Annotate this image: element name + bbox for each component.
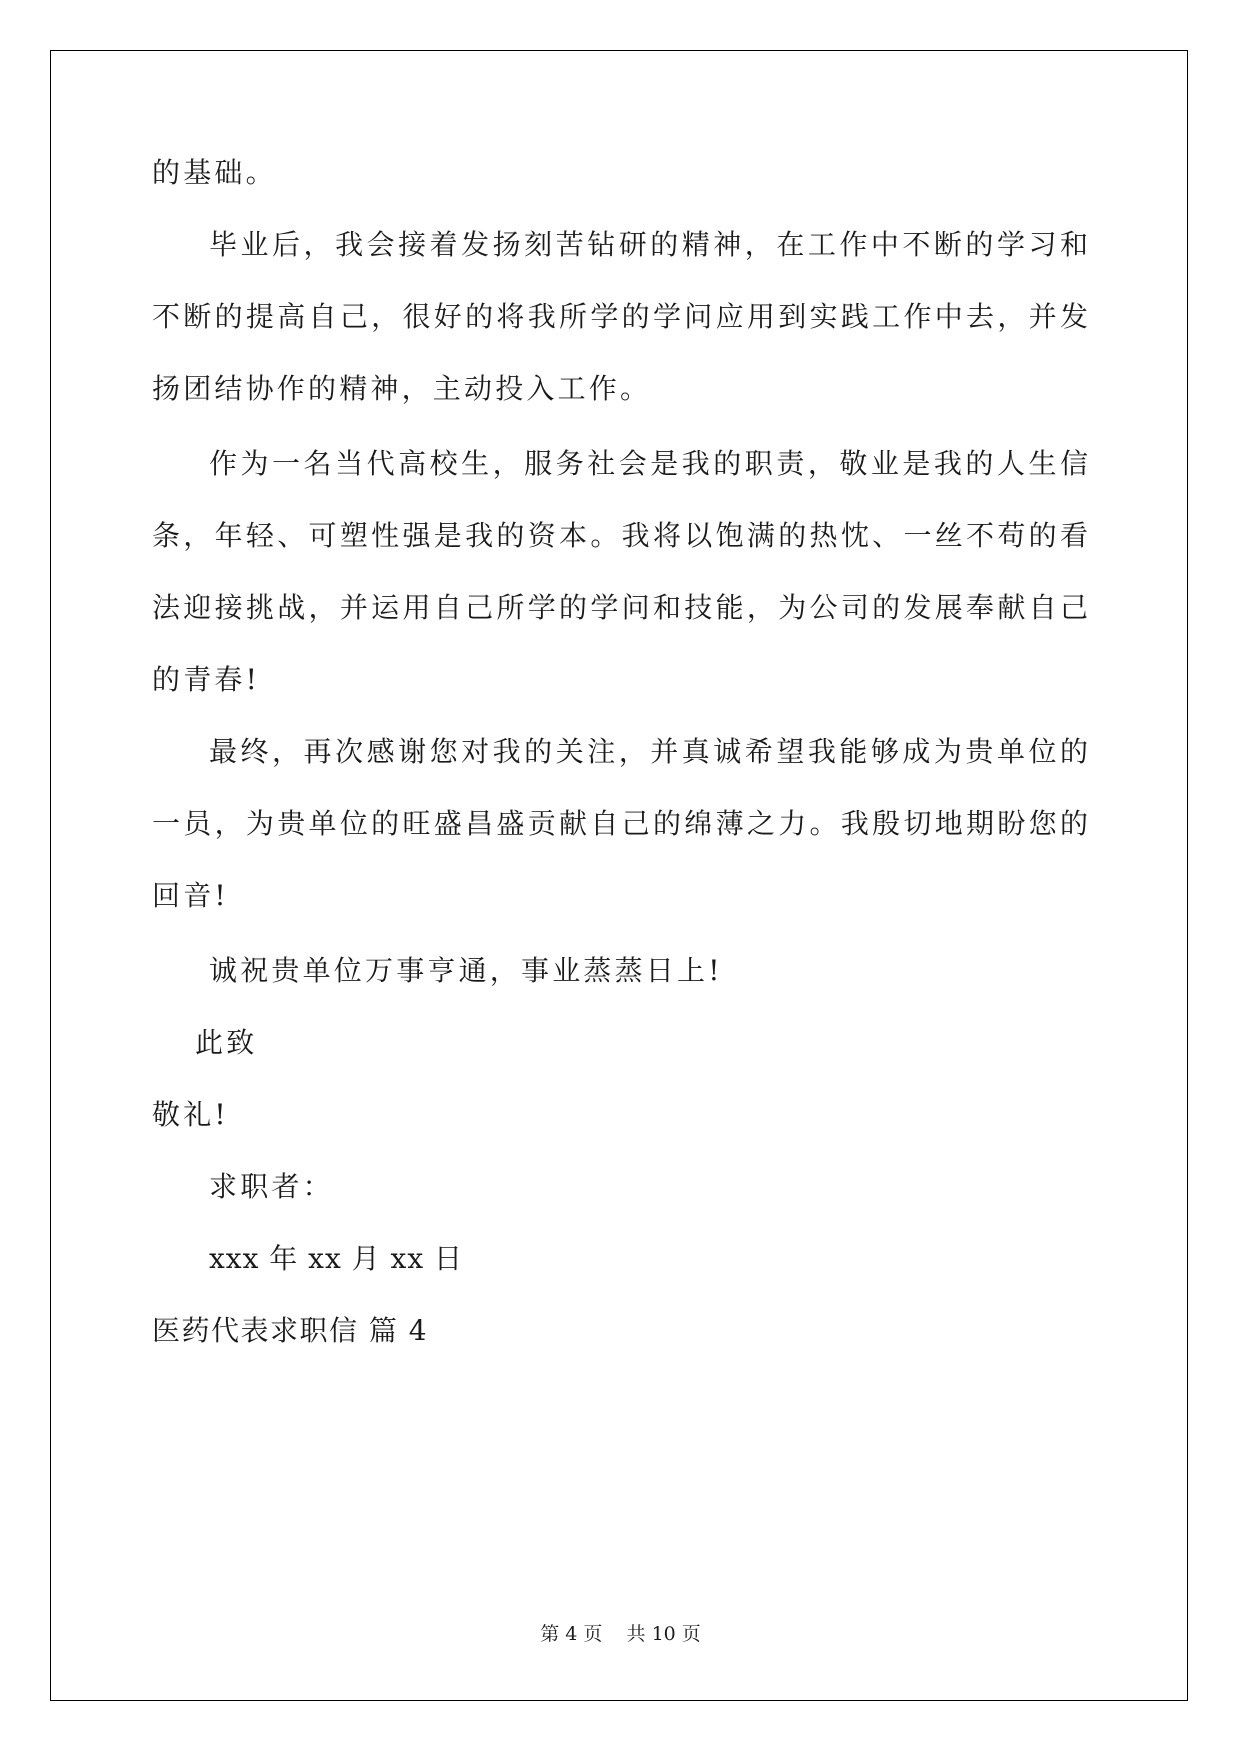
section-title: 医药代表求职信 篇 4 xyxy=(152,1314,429,1347)
text-line: 作为一名当代高校生，服务社会是我的职责，敬业是我的人生信 xyxy=(209,447,1088,480)
text-line: 扬团结协作的精神，主动投入工作。 xyxy=(152,372,652,405)
text-line: 法迎接挑战，并运用自己所学的学问和技能，为公司的发展奉献自己 xyxy=(152,591,1088,624)
text-line: 一员，为贵单位的旺盛昌盛贡献自己的绵薄之力。我殷切地期盼您的 xyxy=(152,807,1088,840)
text-line: 不断的提高自己，很好的将我所学的学问应用到实践工作中去，并发 xyxy=(152,300,1088,333)
applicant-label: 求职者： xyxy=(209,1170,334,1203)
date: xxx 年 xx 月 xx 日 xyxy=(209,1242,464,1275)
text-line: 的基础。 xyxy=(152,156,277,189)
salute: 敬礼! xyxy=(152,1098,229,1131)
text-line: 的青春! xyxy=(152,663,261,696)
text-line: 最终，再次感谢您对我的关注，并真诚希望我能够成为贵单位的 xyxy=(209,735,1088,768)
text-line: 条，年轻、可塑性强是我的资本。我将以饱满的热忱、一丝不苟的看 xyxy=(152,519,1088,552)
text-line: 诚祝贵单位万事亨通，事业蒸蒸日上! xyxy=(209,954,723,987)
text-line: 回音! xyxy=(152,879,229,912)
page-number: 第 4 页 共 10 页 xyxy=(540,1623,701,1645)
text-line: 毕业后，我会接着发扬刻苦钻研的精神，在工作中不断的学习和 xyxy=(209,228,1088,261)
closing: 此致 xyxy=(195,1026,258,1059)
